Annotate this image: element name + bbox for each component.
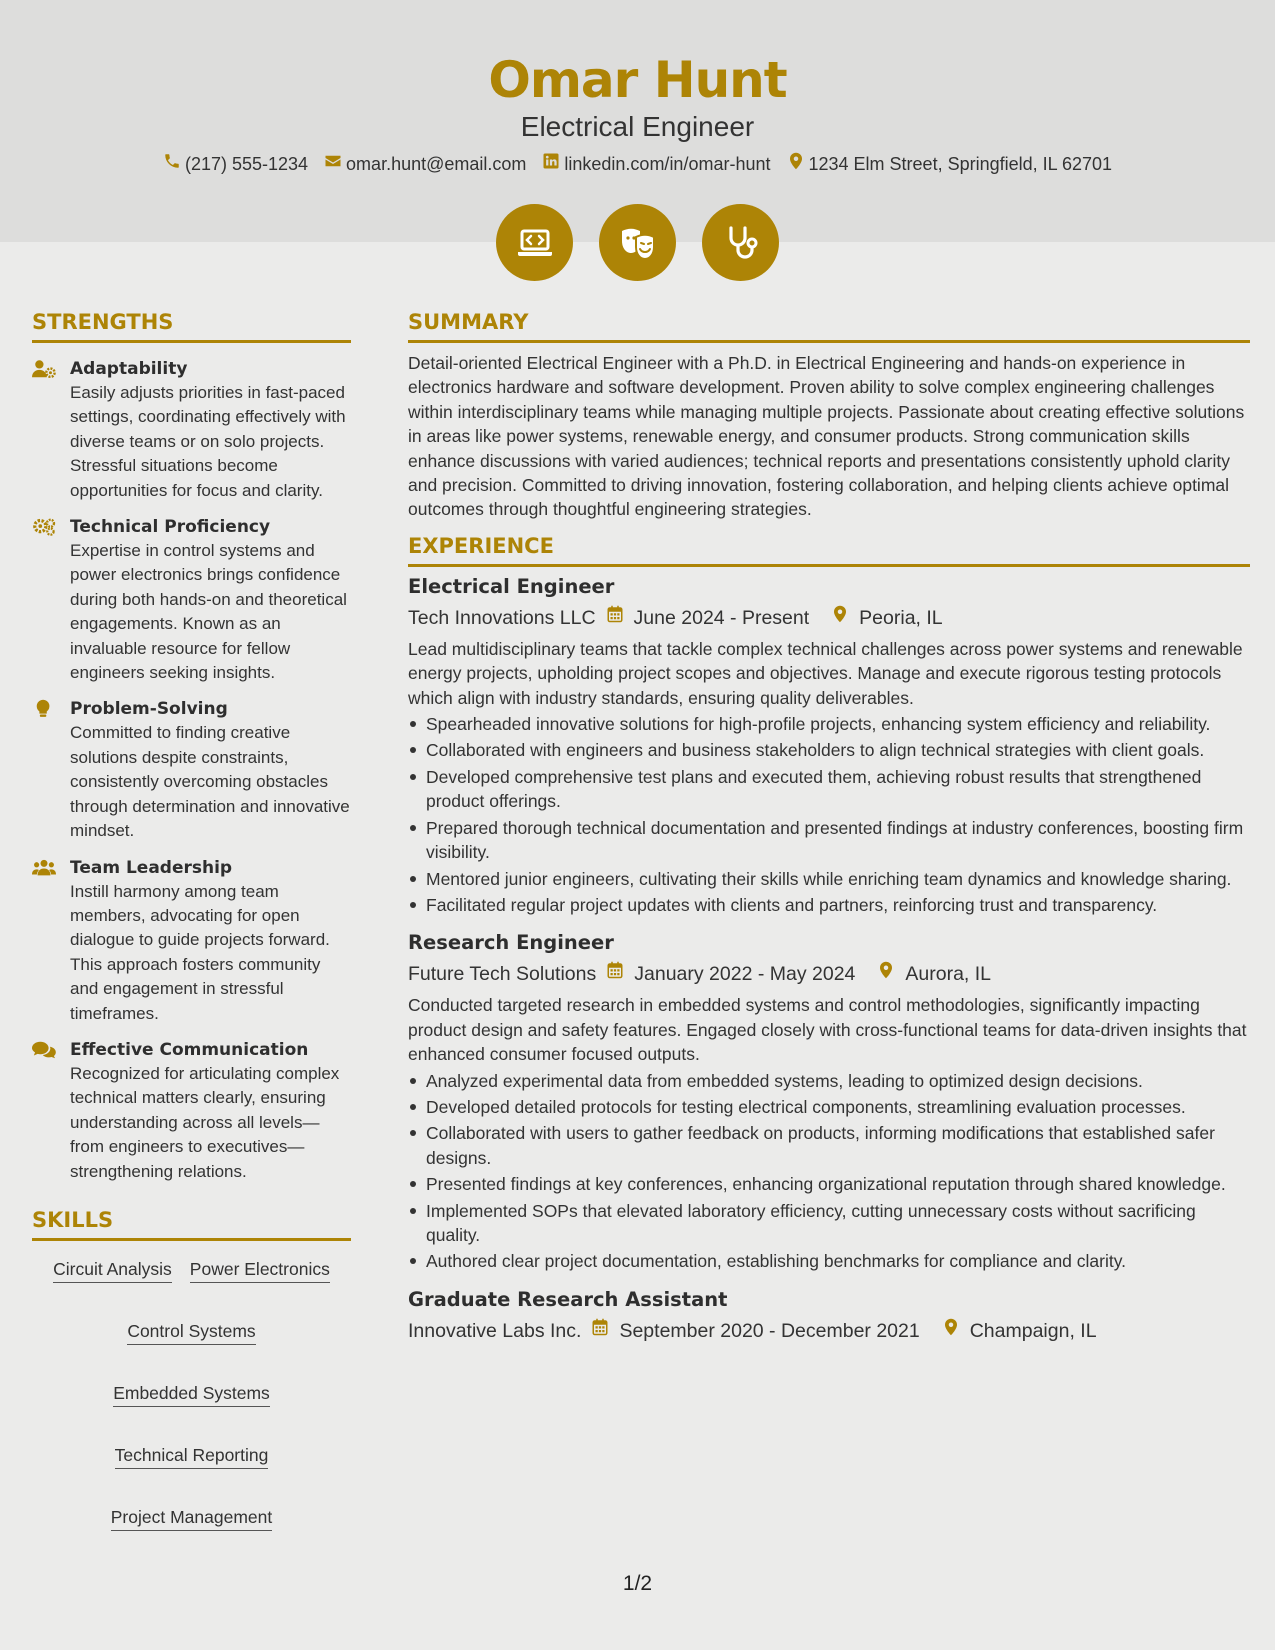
calendar-icon [606,959,624,989]
envelope-icon [324,152,342,176]
location-pin-icon [877,959,895,989]
strength-desc: Expertise in control systems and power electronics brings confidence during both hands-on and theoretical engagements. Known as an invaluable resource for fellow engineers seeking insights. [70,541,347,683]
candidate-role: Electrical Engineer [520,111,755,142]
users-icon [32,856,70,1026]
bullet-item: Developed comprehensive test plans and executed them, achieving robust results that strengthened product offerings. [408,765,1250,814]
job-bullets [408,1069,1250,1274]
bullet-item: Developed detailed protocols for testing electrical components, streamlining evaluation processes. [408,1095,1250,1119]
contact-item [163,152,308,176]
bullet-item: Authored clear project documentation, establishing benchmarks for compliance and clarity. [408,1249,1250,1273]
job-title: Research Engineer [408,931,614,955]
job-description: Conducted targeted research in embedded systems and control methodologies, significantly impacting product design and safety features. Engaged closely with cross-functional teams for data-driven insights that enhanced consumer focused outputs. [408,995,1247,1065]
strength-item [32,357,351,503]
lightbulb-icon [32,697,70,843]
location-pin-icon [942,1316,960,1346]
job-entry [408,1286,1250,1346]
bullet-item: Spearheaded innovative solutions for high-profile projects, enhancing system efficiency and reliability. [408,712,1250,736]
bullet-item: Mentored junior engineers, cultivating their skills while enriching team dynamics and knowledge sharing. [408,867,1250,891]
gears-icon [32,515,70,685]
job-company: Future Tech Solutions [408,963,597,986]
contact-text: 1234 Elm Street, Springfield, IL 62701 [808,154,1113,174]
job-meta [408,603,1250,633]
skills-list [32,1257,351,1549]
strength-item [32,1038,351,1184]
contact-text: (217) 555-1234 [184,154,309,174]
job-meta [408,1316,1250,1346]
bullet-item: Prepared thorough technical documentation and presented findings at industry conferences, boosting firm visibility. [408,816,1250,865]
phone-icon [163,152,181,176]
strength-desc: Committed to finding creative solutions despite constraints, consistently overcoming obstacles through determination and innovative mindset. [70,723,350,841]
job-dates: September 2020 - December 2021 [619,1319,920,1342]
skill-tag: Power Electronics [190,1257,330,1283]
right-column [408,308,1250,1346]
left-column [32,308,351,1549]
strength-item [32,515,351,685]
job-location: Peoria, IL [859,606,943,629]
strength-title: Effective Communication [70,1039,309,1060]
laptop-code-icon [496,204,573,281]
calendar-icon [606,603,624,633]
strength-desc: Recognized for articulating complex technical matters clearly, ensuring understanding across all levels—from engineers to executives—strengthening relations. [70,1063,340,1181]
bullet-item: Implemented SOPs that elevated laboratory efficiency, cutting unnecessary costs without sacrificing quality. [408,1199,1250,1248]
summary-heading: SUMMARY [408,308,1250,343]
contact-item[interactable] [787,152,1113,176]
skill-tag: Control Systems [127,1319,255,1345]
location-pin-icon [831,603,849,633]
bullet-item: Collaborated with engineers and business stakeholders to align technical strategies with client goals. [408,738,1250,762]
strengths-heading: STRENGTHS [32,308,351,343]
job-dates: January 2022 - May 2024 [634,963,856,986]
job-company: Tech Innovations LLC [408,606,596,629]
contact-bar [0,152,1275,176]
skill-tag: Project Management [111,1505,272,1531]
contact-item[interactable] [324,152,526,176]
bullet-item: Facilitated regular project updates with clients and partners, reinforcing trust and transparency. [408,893,1250,917]
job-company: Innovative Labs Inc. [408,1319,582,1342]
skills-heading: SKILLS [32,1206,351,1241]
strength-title: Team Leadership [70,857,233,878]
strength-desc: Instill harmony among team members, advocating for open dialogue to guide projects forward. This approach fosters community and engagement in stressful timeframes. [70,881,330,1023]
job-description: Lead multidisciplinary teams that tackle complex technical challenges across power systems and renewable energy projects, upholding project scopes and objectives. Manage and execute rigorous testing protocols which align with industry standards, ensuring quality deliverables. [408,638,1243,708]
bullet-item: Analyzed experimental data from embedded systems, leading to optimized design decisions. [408,1069,1250,1093]
location-pin-icon [787,152,805,176]
bullet-item: Collaborated with users to gather feedback on products, informing modifications that established safer designs. [408,1121,1250,1170]
summary-text: Detail-oriented Electrical Engineer with a Ph.D. in Electrical Engineering and hands-on experience in electronics hardware and software development. Proven ability to solve complex engineering challenges within interdisciplinary teams while managing multiple projects. Passionate about creating effective solutions in areas like power systems, renewable energy, and consumer products. Strong communication skills enhance discussions with varied audiences; technical reports and presentations consistently uphold clarity and precision. Committed to driving innovation, fostering collaboration, and helping clients achieve optimal outcomes through thoughtful engineering strategies. [408,353,1245,520]
skill-tag: Circuit Analysis [53,1257,172,1283]
comments-icon [32,1038,70,1184]
calendar-icon [591,1316,609,1346]
experience-list [408,573,1250,1346]
strengths-list [32,357,351,1184]
skill-tag: Technical Reporting [115,1443,269,1469]
user-gear-icon [32,357,70,503]
skill-tag: Embedded Systems [113,1381,270,1407]
linkedin-icon [542,152,560,176]
job-location: Aurora, IL [905,963,992,986]
job-meta [408,959,1250,989]
job-location: Champaign, IL [969,1319,1097,1342]
experience-heading: EXPERIENCE [408,532,1250,567]
job-entry [408,573,1250,917]
page-number: 1/2 [622,1572,653,1595]
job-entry [408,929,1250,1273]
contact-text: omar.hunt@email.com [346,154,527,174]
bullet-item: Presented findings at key conferences, enhancing organizational reputation through shared knowledge. [408,1172,1250,1196]
job-title: Graduate Research Assistant [408,1287,728,1311]
contact-item[interactable] [542,152,770,176]
strength-title: Technical Proficiency [70,517,271,538]
strength-item [32,697,351,843]
contact-text: linkedin.com/in/omar-hunt [564,154,771,174]
masks-theater-icon [599,204,676,281]
strength-desc: Easily adjusts priorities in fast-paced settings, coordinating effectively with diverse teams or on solo projects. Stressful situations become opportunities for focus and clarity. [70,383,346,500]
job-bullets [408,712,1250,917]
job-title: Electrical Engineer [408,574,615,598]
stethoscope-icon [702,204,779,281]
job-dates: June 2024 - Present [633,606,810,629]
strength-title: Adaptability [70,359,188,379]
strength-item [32,856,351,1026]
interest-badges [0,204,1275,281]
candidate-name: Omar Hunt [488,51,787,109]
strength-title: Problem-Solving [70,699,228,720]
